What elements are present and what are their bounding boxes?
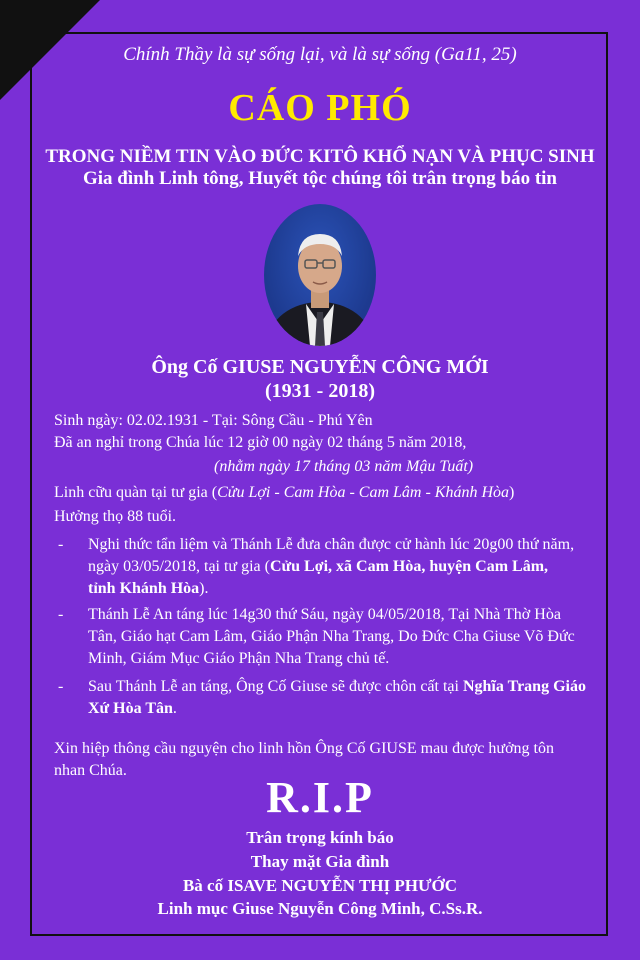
bullet-text: Thánh Lễ An táng lúc 14g30 thứ Sáu, ngày 04/05/2018, Tại Nhà Thờ Hòa Tân, Giáo hạt Cam Lâm, Giáo Phận Nha Trang, Do Đức Cha Giuse Võ Đức Minh, Giám Mục Giáo Phận Nha Trang chủ tế. bbox=[88, 606, 575, 667]
rip-heading: R.I.P bbox=[266, 773, 374, 822]
prayer-request: Xin hiệp thông cầu nguyện cho linh hồn Ông Cố GIUSE mau được hưởng tôn nhan Chúa. bbox=[54, 740, 554, 779]
death-info: Đã an nghỉ trong Chúa lúc 12 giờ 00 ngày 02 tháng 5 năm 2018, bbox=[54, 434, 467, 451]
deceased-years: (1931 - 2018) bbox=[265, 380, 375, 402]
deceased-portrait bbox=[264, 204, 376, 346]
bullet-dash: - bbox=[58, 606, 64, 623]
age-info: Hưởng thọ 88 tuổi. bbox=[54, 508, 177, 525]
family-announcement: Gia đình Linh tông, Huyết tộc chúng tôi trân trọng báo tin bbox=[82, 168, 558, 189]
bullet-body: Sau Thánh Lễ an táng, Ông Cố Giuse sẽ được chôn cất tại bbox=[88, 678, 463, 695]
birth-info: Sinh ngày: 02.02.1931 - Tại: Sông Cầu - Phú Yên bbox=[54, 412, 373, 429]
faith-statement: TRONG NIỀM TIN VÀO ĐỨC KITÔ KHỔ NẠN VÀ PHỤC SINH bbox=[45, 146, 595, 167]
portrait-image bbox=[264, 204, 376, 346]
wake-prefix: Linh cữu quàn tại tư gia ( bbox=[54, 484, 218, 501]
deceased-name: Ông Cố GIUSE NGUYỄN CÔNG MỚI bbox=[151, 356, 489, 378]
lunar-date: (nhằm ngày 17 tháng 03 năm Mậu Tuất) bbox=[214, 458, 474, 475]
wake-suffix: ) bbox=[509, 484, 515, 501]
wake-place: Cửu Lợi - Cam Hòa - Cam Lâm - Khánh Hòa bbox=[217, 484, 510, 501]
bullet-dash: - bbox=[58, 536, 64, 553]
bullet-text bbox=[88, 534, 578, 600]
signature-line-3: Bà cố ISAVE NGUYỄN THỊ PHƯỚC bbox=[182, 876, 458, 895]
bible-verse: Chính Thầy là sự sống lại, và là sự sống (Ga11, 25) bbox=[123, 44, 517, 65]
wake-location bbox=[54, 482, 594, 504]
bullet-text bbox=[88, 676, 588, 720]
bullet-end: . bbox=[172, 700, 177, 717]
bullet-dash: - bbox=[58, 678, 64, 695]
bullet-bold: Nghĩa Trang Giáo Xứ Hòa Tân bbox=[88, 678, 586, 717]
signature-line-4: Linh mục Giuse Nguyễn Công Minh, C.Ss.R. bbox=[157, 899, 483, 918]
signature-line-2: Thay mặt Gia đình bbox=[250, 852, 390, 871]
page-title: CÁO PHÓ bbox=[228, 87, 412, 129]
bullet-end: ). bbox=[199, 580, 209, 597]
signature-line-1: Trân trọng kính báo bbox=[246, 828, 394, 847]
bullet-bold: Cửu Lợi, xã Cam Hòa, huyện Cam Lâm, tỉnh Khánh Hòa bbox=[88, 558, 549, 597]
bullet-body: Nghi thức tẩn liệm và Thánh Lễ đưa chân được cử hành lúc 20g00 thứ năm, ngày 03/05/2018, tại tư gia ( bbox=[88, 536, 575, 575]
